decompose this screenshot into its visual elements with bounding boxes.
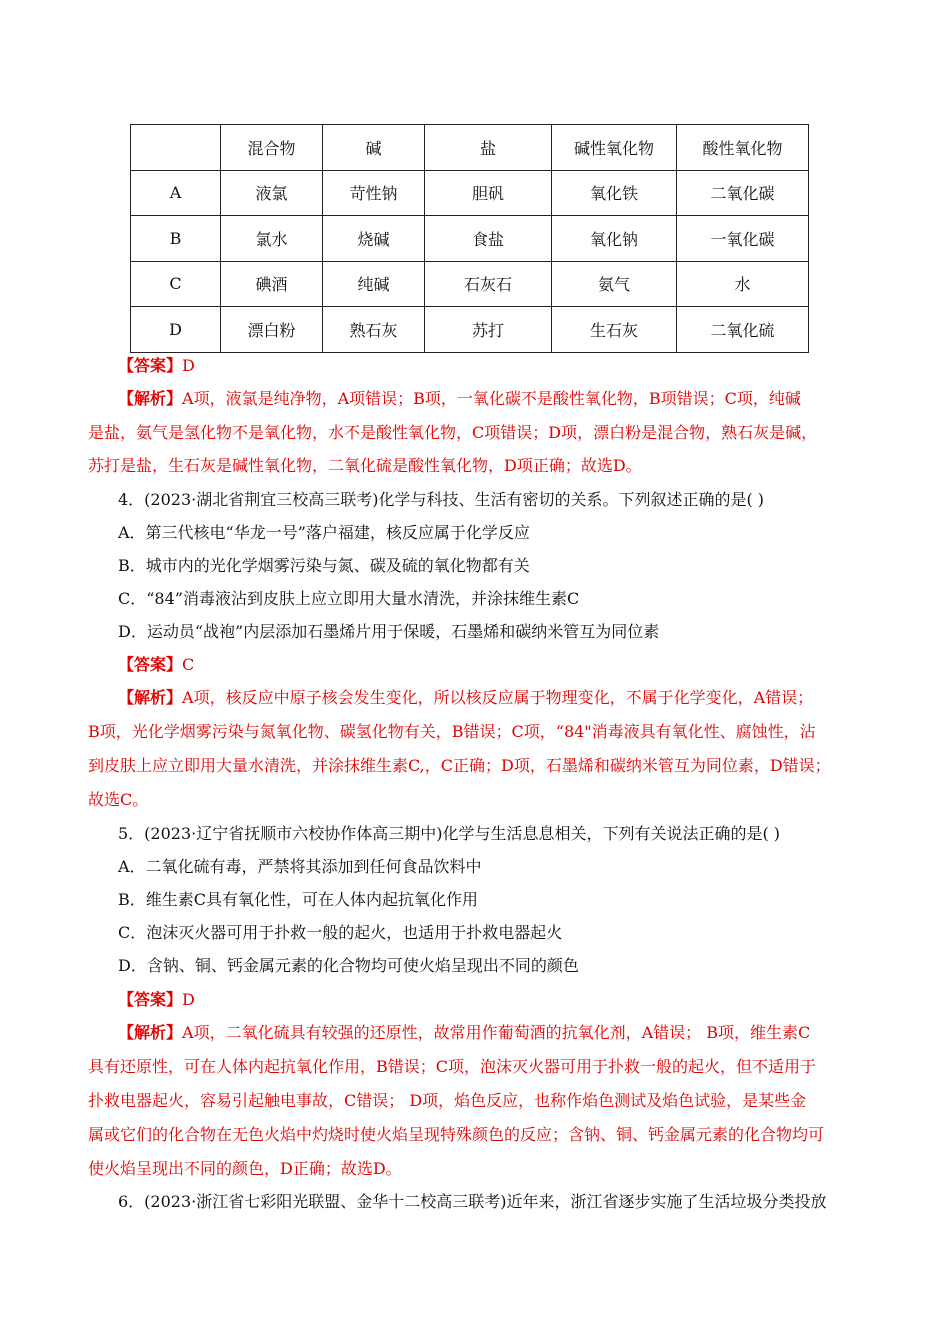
table-row <box>131 261 809 307</box>
answer-tag: 【答案】 <box>118 655 183 674</box>
question-stem: 5．(2023·辽宁省抚顺市六校协作体高三期中)化学与生活息息相关，下列有关说法正确的是( ) <box>118 824 781 843</box>
table-header-cell: 碱性氧化物 <box>552 125 677 171</box>
analysis-text: 到皮肤上应立即用大量水清洗，并涂抹维生素C,，C正确；D项，石墨烯和碳纳米管互为同位素，D错误； <box>88 756 831 775</box>
answer-tag: 【答案】 <box>118 990 183 1009</box>
analysis-text: B项，光化学烟雾污染与氮氧化物、碳氢化物有关，B错误；C项，“84"消毒液具有氧化性、腐蚀性，沾 <box>88 722 816 741</box>
analysis-text: 具有还原性，可在人体内起抗氧化作用，B错误；C项，泡沫灭火器可用于扑救一般的起火，但不适用于 <box>88 1057 817 1076</box>
answer-value: D <box>182 990 195 1009</box>
table-cell: A <box>131 170 221 216</box>
option-c: C．泡沫灭火器可用于扑救一般的起火，也适用于扑救电器起火 <box>118 923 563 942</box>
analysis-text: A项，核反应中原子核会发生变化，所以核反应属于物理变化，不属于化学变化，A错误； <box>182 688 814 707</box>
table-header-row <box>131 125 809 171</box>
table-cell: 水 <box>677 261 809 307</box>
table-cell: 胆矾 <box>425 170 552 216</box>
table-cell: 纯碱 <box>323 261 425 307</box>
analysis-tag: 【解析】 <box>118 688 183 707</box>
table-cell: B <box>131 216 221 262</box>
analysis-text: 故选C。 <box>88 790 149 809</box>
answer-line <box>118 990 195 1010</box>
table-cell: 石灰石 <box>425 261 552 307</box>
table-cell: 苏打 <box>425 307 552 353</box>
table-row <box>131 216 809 262</box>
table-cell: 漂白粉 <box>221 307 323 353</box>
table-cell: 一氧化碳 <box>677 216 809 262</box>
table-row <box>131 307 809 353</box>
answer-value: D <box>182 356 195 375</box>
analysis-text: 扑救电器起火，容易引起触电事故，C错误； D项，焰色反应，也称作焰色测试及焰色试验，是某些金 <box>88 1091 807 1110</box>
question-stem: 6．(2023·浙江省七彩阳光联盟、金华十二校高三联考)近年来，浙江省逐步实施了生活垃圾分类投放 <box>118 1192 827 1211</box>
table-cell: 氧化钠 <box>552 216 677 262</box>
table-cell: 烧碱 <box>323 216 425 262</box>
option-b: B．维生素C具有氧化性，可在人体内起抗氧化作用 <box>118 890 479 909</box>
table-header-cell <box>131 125 221 171</box>
table-header-cell: 碱 <box>323 125 425 171</box>
table-cell: C <box>131 261 221 307</box>
table-row <box>131 170 809 216</box>
analysis-line <box>118 389 801 409</box>
analysis-text: A项，液氯是纯净物，A项错误；B项，一氧化碳不是酸性氧化物，B项错误；C项，纯碱 <box>182 389 801 408</box>
answer-value: C <box>182 655 195 674</box>
answer-tag: 【答案】 <box>118 356 183 375</box>
table-cell: 二氧化硫 <box>677 307 809 353</box>
table-header-cell: 混合物 <box>221 125 323 171</box>
table-cell: D <box>131 307 221 353</box>
table-cell: 液氯 <box>221 170 323 216</box>
question-stem: 4．(2023·湖北省荆宜三校高三联考)化学与科技、生活有密切的关系。下列叙述正确的是( ) <box>118 490 765 509</box>
table-cell: 氨气 <box>552 261 677 307</box>
table-cell: 熟石灰 <box>323 307 425 353</box>
analysis-text: 属或它们的化合物在无色火焰中灼烧时使火焰呈现特殊颜色的反应；含钠、铜、钙金属元素的化合物均可 <box>88 1125 825 1144</box>
analysis-line <box>118 1023 810 1043</box>
table-cell: 苛性钠 <box>323 170 425 216</box>
answer-line <box>118 356 195 376</box>
option-b: B．城市内的光化学烟雾污染与氮、碳及硫的氧化物都有关 <box>118 556 530 575</box>
option-a: A．第三代核电“华龙一号”落户福建，核反应属于化学反应 <box>118 523 530 542</box>
option-a: A．二氧化硫有毒，严禁将其添加到任何食品饮料中 <box>118 857 482 876</box>
table-header-cell: 盐 <box>425 125 552 171</box>
analysis-text: A项，二氧化硫具有较强的还原性，故常用作葡萄酒的抗氧化剂，A错误； B项，维生素C <box>182 1023 811 1042</box>
option-c: C．“84”消毒液沾到皮肤上应立即用大量水清洗，并涂抹维生素C <box>118 589 580 608</box>
table-cell: 生石灰 <box>552 307 677 353</box>
analysis-text: 使火焰呈现出不同的颜色，D正确；故选D。 <box>88 1159 402 1178</box>
option-d: D．含钠、铜、钙金属元素的化合物均可使火焰呈现出不同的颜色 <box>118 956 579 975</box>
classification-table <box>130 124 809 353</box>
table-cell: 食盐 <box>425 216 552 262</box>
analysis-tag: 【解析】 <box>118 1023 183 1042</box>
table-cell: 二氧化碳 <box>677 170 809 216</box>
table-header-cell: 酸性氧化物 <box>677 125 809 171</box>
table-cell: 氧化铁 <box>552 170 677 216</box>
analysis-line <box>118 688 813 708</box>
analysis-text: 是盐，氨气是氢化物不是氧化物，水不是酸性氧化物，C项错误；D项，漂白粉是混合物，熟石灰是碱， <box>88 423 818 442</box>
analysis-text: 苏打是盐，生石灰是碱性氧化物，二氧化硫是酸性氧化物，D项正确；故选D。 <box>88 456 642 475</box>
analysis-tag: 【解析】 <box>118 389 183 408</box>
answer-line <box>118 655 194 675</box>
table-cell: 碘酒 <box>221 261 323 307</box>
table-cell: 氯水 <box>221 216 323 262</box>
option-d: D．运动员“战袍”内层添加石墨烯片用于保暖，石墨烯和碳纳米管互为同位素 <box>118 622 660 641</box>
